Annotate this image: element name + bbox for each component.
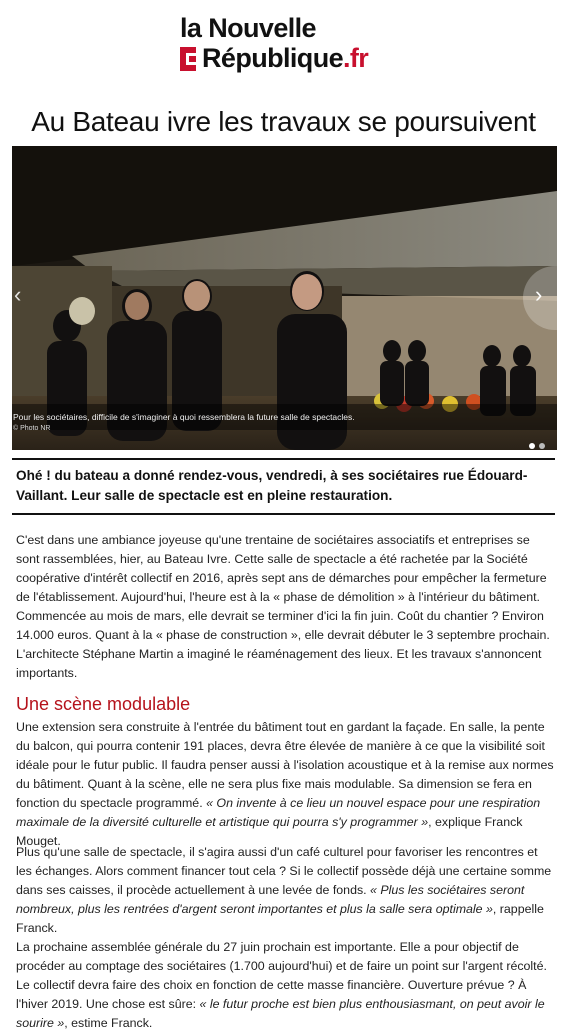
prev-slide-arrow-icon[interactable]: ‹ [14, 282, 22, 307]
paragraph-1: C'est dans une ambiance joyeuse qu'une trentaine de sociétaires associatifs et entreprises se sont rassemblées, hier, au Bateau Ivre. Cette salle de spectacle a été rachetée par la Société coopérative d'intérêt collectif en 2016, après sept ans de démarches pour empêcher la fermeture de l'établissement. Aujourd'hui, l'heure est à la « phase de démolition » à l'intérieur du bâtiment. Commencée au mois de mars, elle devrait se terminer d'ici la fin juin. Coût du chantier ? Environ 14.000 euros. Quant à la « phase de construction », elle devrait débuter le 3 septembre prochain. L'architecte Stéphane Martin a imaginé le réaménagement des lieux. Et les travaux s'annoncent importants. [16, 533, 550, 680]
slide-dot-active[interactable] [529, 443, 535, 449]
p3-text-c: La prochaine assemblée générale du 27 juin prochain est importante. Elle a pour objectif de procéder au comptage des sociétaires (1.700 aujourd'hui) et de faire un point sur l'argent récolté. Le collectif devra faire des choix en fonction de cette masse financière. Ouverture prévue ? À l'hiver 2019. Une chose est sûre: [16, 940, 547, 1011]
p2-end: , explique Franck Mouget. [16, 815, 523, 848]
p3-text-a: Plus qu'une salle de spectacle, il s'agira aussi d'un café culturel pour favoriser les rencontres et les échanges. Alors comment financer tout cela ? Si le collectif possède déjà une certaine somme dans ses caisses, il procède actuellement à une levée de fonds. [16, 845, 552, 897]
slide-indicator [529, 436, 549, 454]
section-heading: Une scène modulable [16, 694, 191, 714]
logo-mark-icon [180, 47, 196, 71]
next-slide-arrow-icon[interactable]: › [535, 282, 543, 307]
site-logo[interactable] [180, 14, 395, 74]
photo-credit: © Photo NR [13, 425, 51, 432]
photo-carousel[interactable] [12, 146, 557, 450]
logo-word: République [202, 43, 343, 73]
paragraph-2 [16, 718, 556, 851]
slide-dot[interactable] [539, 443, 545, 449]
paragraph-3 [16, 843, 556, 1033]
p3-quote-2: « le futur proche est bien plus enthousiasmant, on peut avoir le sourire » [16, 997, 545, 1030]
p3-quote-1: « Plus les sociétaires seront nombreux, plus les rentrées d'argent seront importantes et plus la salle sera optimale » [16, 883, 525, 916]
logo-line-2 [202, 44, 368, 72]
p3-text-d: , estime Franck. [64, 1016, 153, 1030]
article-lead: Ohé ! du bateau a donné rendez-vous, vendredi, à ses sociétaires rue Édouard-Vaillant. Leur salle de spectacle est en pleine restauration. [16, 468, 528, 503]
p2-quote: « On invente à ce lieu un nouvel espace pour une respiration maximale de la diversité culturelle et artistique qui pourra s'y programmer » [16, 796, 541, 829]
photo-caption: Pour les sociétaires, difficile de s'imaginer à quoi ressemblera la future salle de spectacles. [13, 412, 355, 422]
p2-text: Une extension sera construite à l'entrée du bâtiment tout en gardant la façade. En salle, la pente du balcon, qui pourra contenir 191 places, devra être élevée de manière à ce que la visibilité soit idéale pour le futur public. Il faudra penser aussi à l'isolation acoustique et à la remise aux normes du bâtiment. Quant à la scène, elle ne sera plus fixe mais modulable. Sa dimension se fera en fonction du spectacle programmé. [16, 720, 554, 810]
logo-line-1: la Nouvelle [180, 13, 316, 43]
lead-rule-bottom [12, 513, 555, 515]
logo-suffix: .fr [343, 43, 369, 73]
p3-text-b: , rappelle Franck. [16, 902, 544, 935]
article-title: Au Bateau ivre les travaux se poursuivent [31, 106, 536, 137]
lead-rule-top [12, 458, 555, 460]
